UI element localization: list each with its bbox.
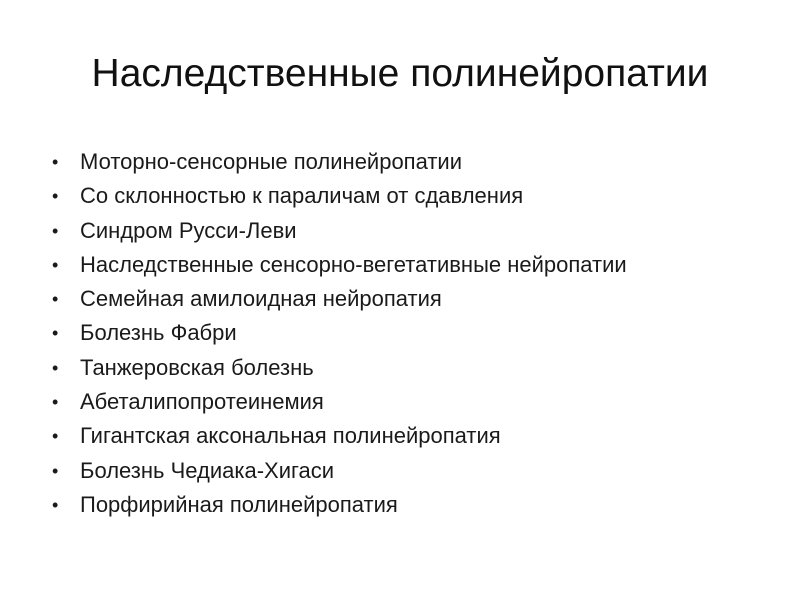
bullet-text: Танжеровская болезнь [80,354,314,380]
bullet-dot-icon: • [52,357,59,378]
bullet-item [50,385,627,419]
bullet-dot-icon: • [52,460,59,481]
bullet-dot-icon: • [52,392,59,413]
bullet-item [50,214,627,248]
bullet-text: Синдром Русси-Леви [80,217,297,243]
bullet-text: Порфирийная полинейропатия [80,491,398,517]
bullet-list [50,145,627,522]
bullet-dot-icon: • [52,426,59,447]
bullet-item [50,454,627,488]
bullet-text: Моторно-сенсорные полинейропатии [80,149,463,174]
bullet-item [50,145,627,179]
bullet-dot-icon: • [52,494,59,515]
bullet-text: Болезнь Чедиака-Хигаси [80,457,335,483]
bullet-item [50,282,627,316]
bullet-item [50,419,627,453]
bullet-dot-icon: • [52,152,59,172]
bullet-text: Болезнь Фабри [80,320,237,346]
bullet-dot-icon: • [52,289,59,310]
bullet-text: Наследственные сенсорно-вегетативные нейропатии [80,251,627,277]
bullet-dot-icon: • [52,220,59,241]
bullet-item [50,351,627,385]
bullet-item [50,248,627,282]
bullet-text: Со склонностью к параличам от сдавления [80,183,524,209]
bullet-text: Абеталипопротеинемия [80,389,324,415]
bullet-dot-icon: • [52,186,59,207]
bullet-dot-icon: • [52,323,59,344]
bullet-text: Семейная амилоидная нейропатия [80,286,442,312]
slide-title: Наследственные полинейропатии [91,52,709,95]
bullet-item [50,179,627,213]
bullet-text: Гигантская аксональная полинейропатия [80,423,501,449]
bullet-item [50,488,627,522]
bullet-dot-icon: • [52,254,59,275]
bullet-item [50,316,627,350]
